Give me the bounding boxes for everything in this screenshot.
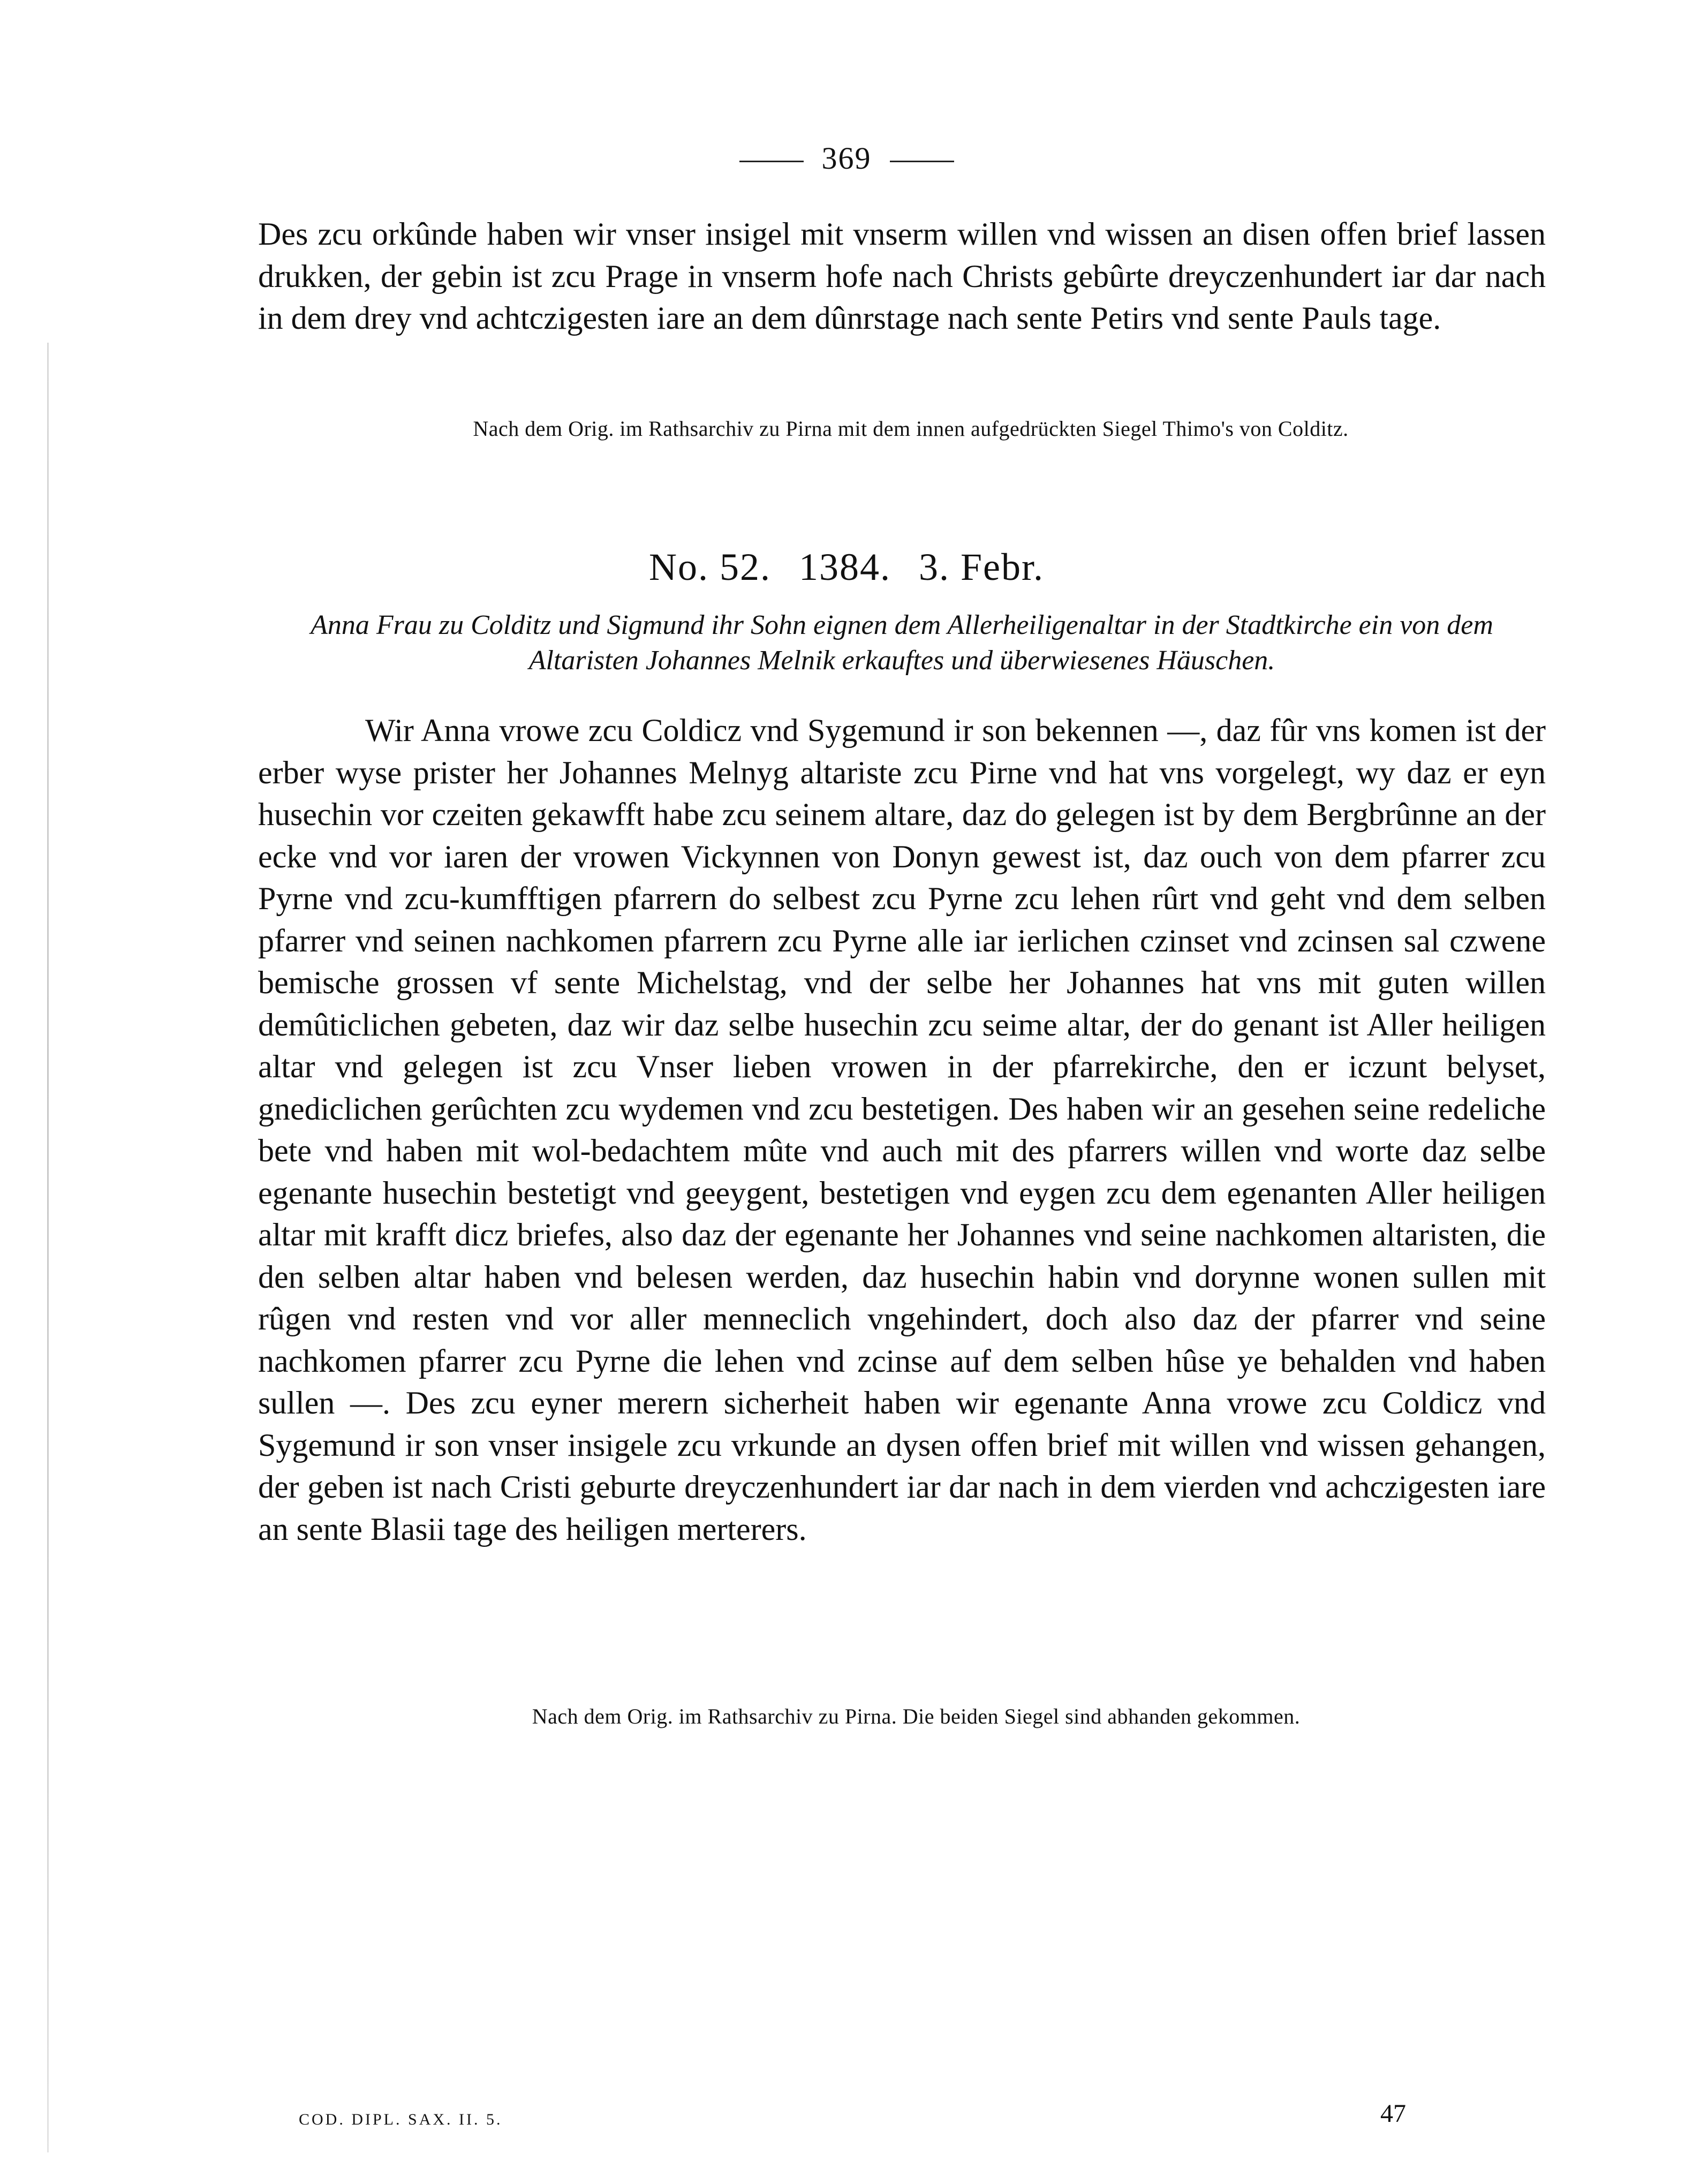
page-header <box>0 140 1693 176</box>
document-heading <box>0 545 1693 590</box>
footer-sheet-number: 47 <box>1380 2099 1406 2128</box>
document-body: Wir Anna vrowe zcu Coldicz vnd Sygemund ir son bekennen —, daz fûr vns komen ist der erber wyse prister her Johannes Melnyg altariste zcu Pirne vnd hat vns vorgelegt, wy daz er eyn husechin vor czeiten gekawfft habe zcu seinem altare, daz do gelegen ist by dem Bergbrûnne an der ecke vnd vor iaren der vrowen Vickynnen von Donyn gewest ist, daz ouch von dem pfarrer zcu Pyrne vnd zcu-kumfftigen pfarrern do selbest zcu Pyrne zcu lehen rûrt vnd geht vnd dem selben pfarrer vnd seinen nachkomen pfarrern zcu Pyrne alle iar ierlichen czinset vnd zcinsen sal czwene bemische grossen vf sente Michelstag, vnd der selbe her Johannes hat vns mit guten willen demûticlichen gebeten, daz wir daz selbe husechin zcu seime altar, der do genant ist Aller heiligen altar vnd gelegen ist zcu Vnser lieben vrowen in der pfarrekirche, den er iczunt belyset, gnediclichen gerûchten zcu wydemen vnd zcu bestetigen. Des haben wir an gesehen seine redeliche bete vnd haben mit wol-bedachtem mûte vnd auch mit des pfarrers willen vnd worte daz selbe egenante husechin bestetigt vnd geeygent, bestetigen vnd eygen zcu dem egenanten Aller heiligen altar mit krafft dicz briefes, also daz der egenante her Johannes vnd seine nachkomen altaristen, die den selben altar haben vnd belesen werden, daz husechin habin vnd dorynne wonen sullen mit rûgen vnd resten vnd vor aller menneclich vngehindert, doch also daz der pfarrer vnd seine nachkomen pfarrer zcu Pyrne die lehen vnd zcinse auf dem selben hûse ye behalden vnd haben sullen —. Des zcu eyner merern sicherheit haben wir egenante Anna vrowe zcu Coldicz vnd Sygemund ir son vnser insigele zcu vrkunde an dysen offen brief mit willen vnd wissen gehangen, der geben ist nach Cristi geburte dreyczenhundert iar dar nach in dem vierden vnd achczigesten iare an sente Blasii tage des heiligen merterers. <box>258 713 1546 1547</box>
header-dash-right <box>890 161 954 162</box>
header-dash-left <box>739 161 804 162</box>
source-note-1: Nach dem Orig. im Rathsarchiv zu Pirna mit dem innen aufgedrückten Siegel Thimo's von Colditz. <box>473 417 1349 441</box>
footer-signature: COD. DIPL. SAX. II. 5. <box>299 2111 503 2128</box>
scan-edge-line <box>47 343 49 2152</box>
document-regest: Anna Frau zu Colditz und Sigmund ihr Sohn eignen dem Allerheiligenaltar in der Stadtkirche ein von dem Altaristen Johannes Melnik erkauftes und überwiesenes Häuschen. <box>311 610 1493 676</box>
document-date: 3. Febr. <box>918 546 1044 588</box>
source-note-2: Nach dem Orig. im Rathsarchiv zu Pirna. Die beiden Siegel sind abhanden gekommen. <box>532 1704 1301 1728</box>
page-number: 369 <box>821 141 872 176</box>
top-paragraph: Des zcu orkûnde haben wir vnser insigel mit vnserm willen vnd wissen an disen offen brief lassen drukken, der gebin ist zcu Prage in vnserm hofe nach Christs gebûrte dreyczenhundert iar dar nach in dem drey vnd achtczigesten iare an dem dûnrstage nach sente Petirs vnd sente Pauls tage. <box>258 216 1546 336</box>
document-number: No. 52. <box>648 546 771 588</box>
document-year: 1384. <box>798 546 891 588</box>
